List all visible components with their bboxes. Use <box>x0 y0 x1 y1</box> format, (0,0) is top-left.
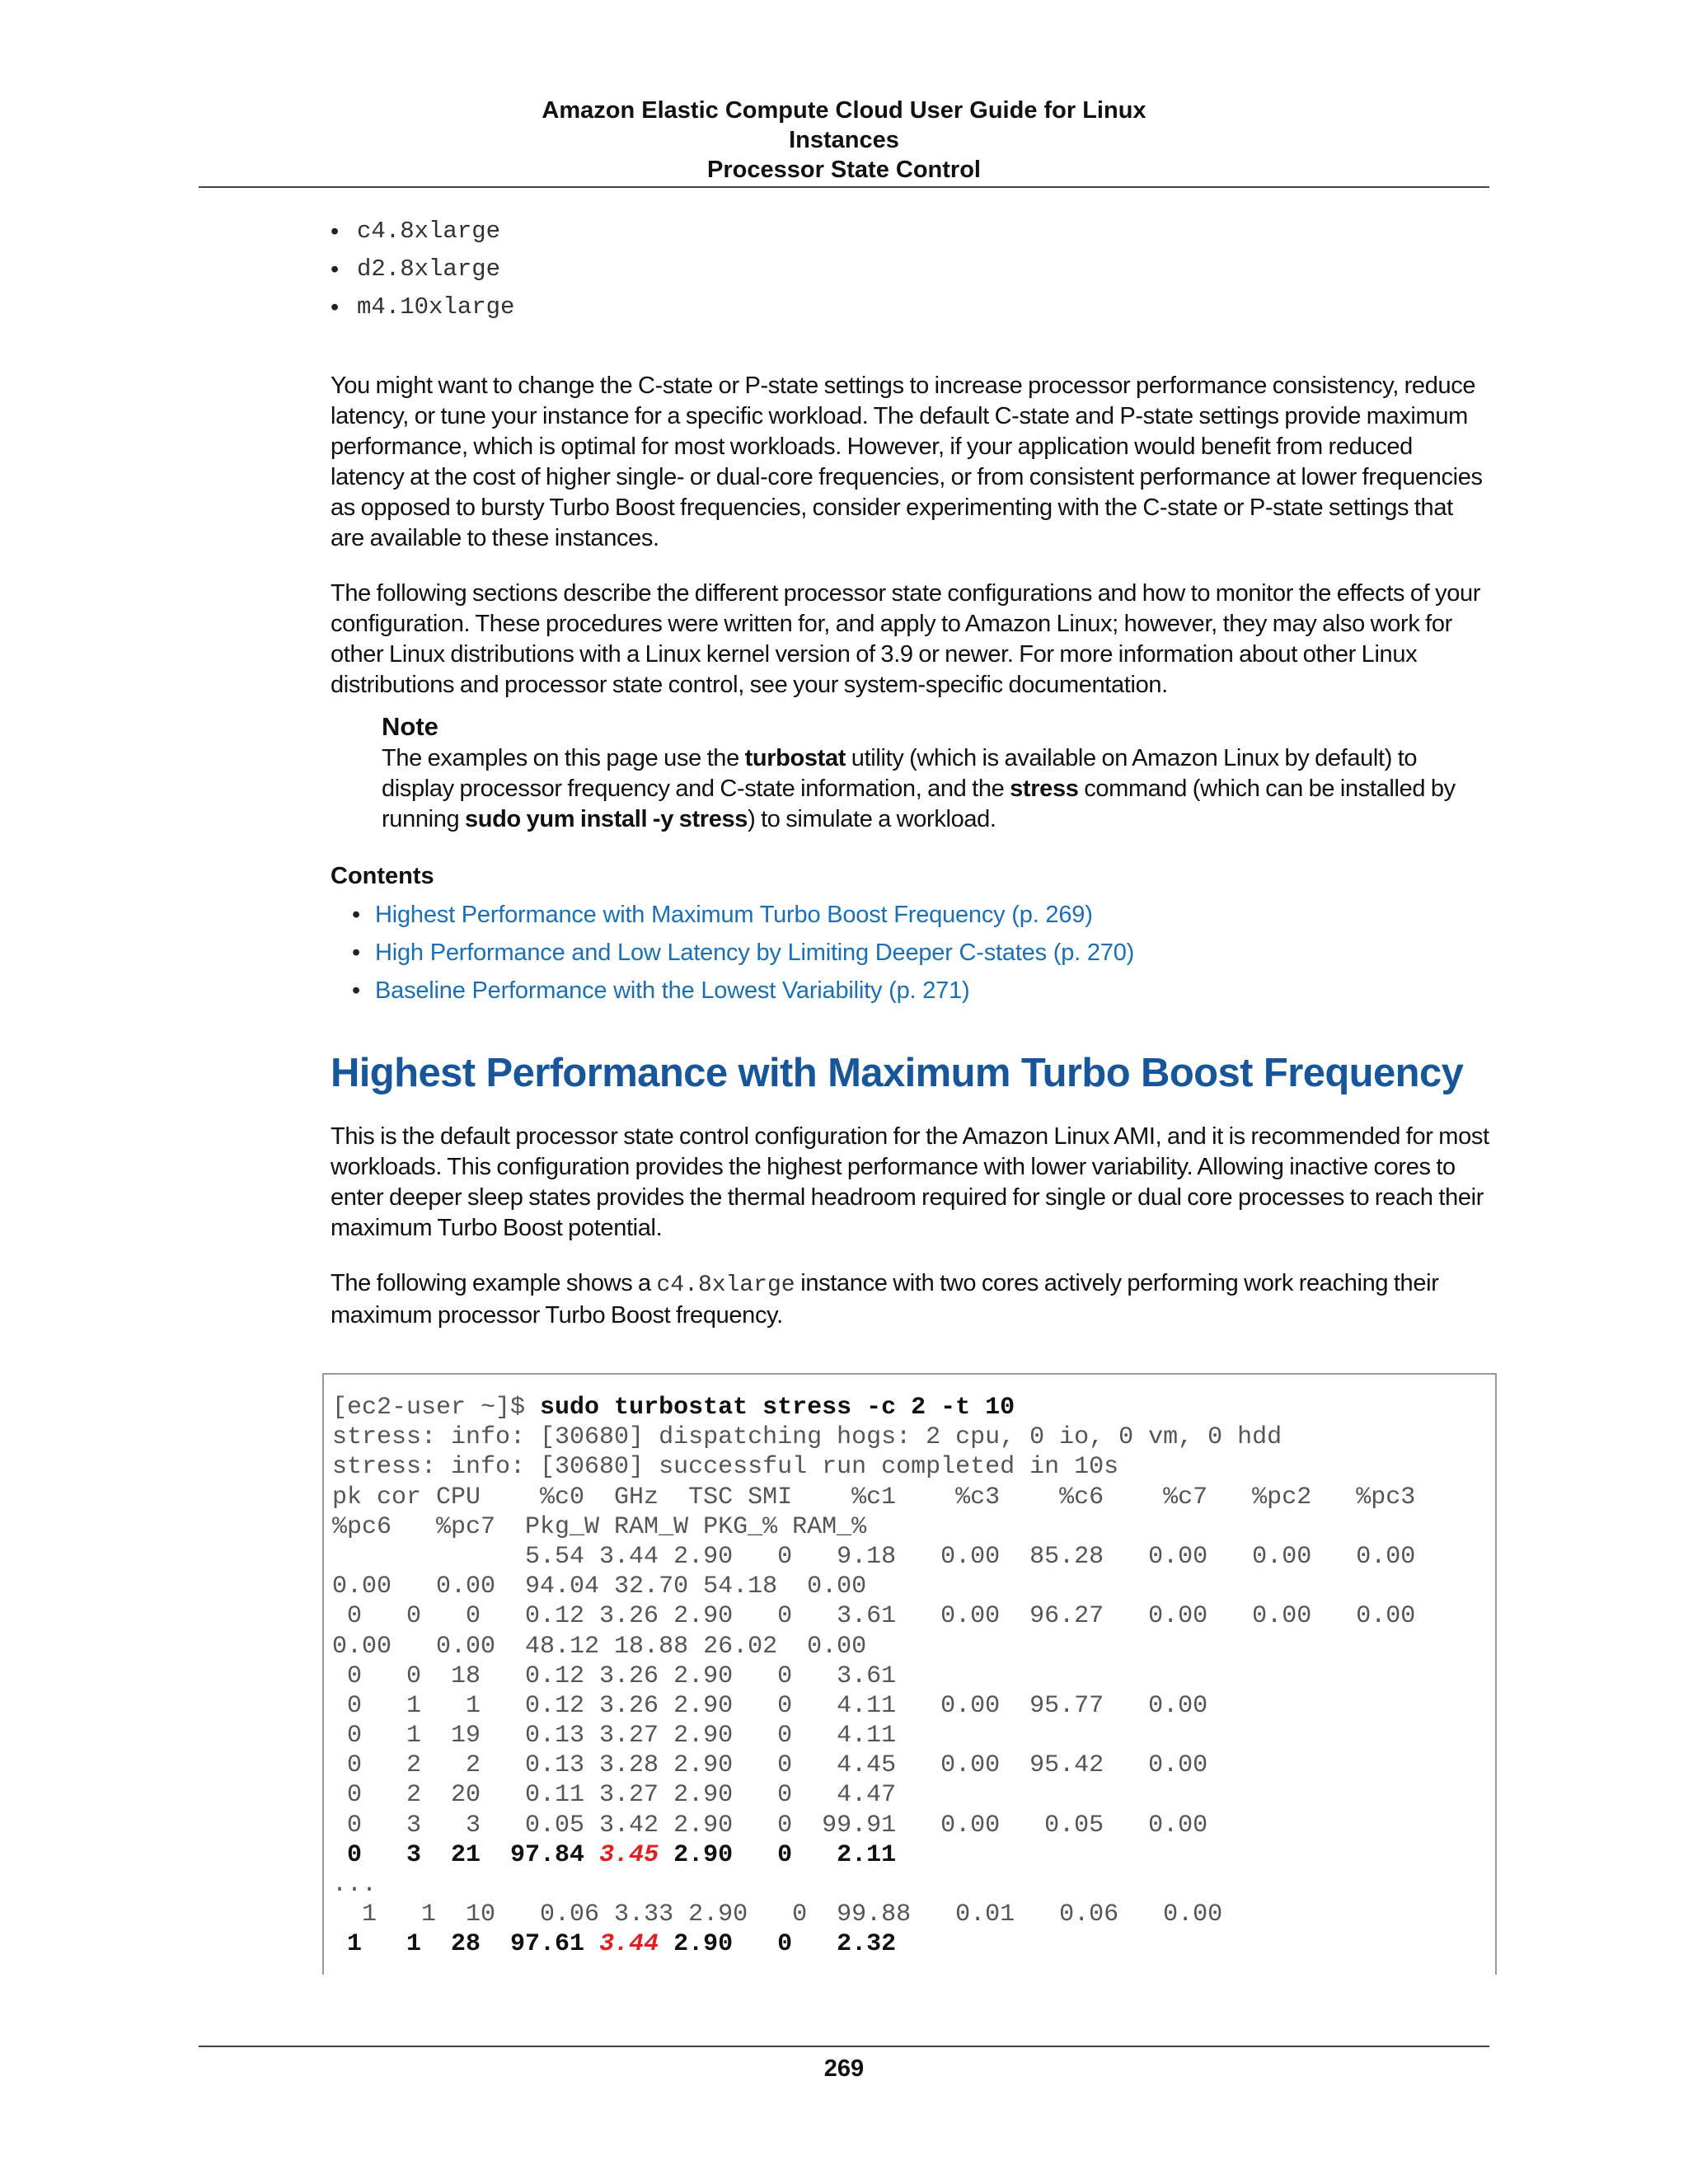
contents-list <box>331 896 1489 1010</box>
code-command-line <box>332 1393 1495 1422</box>
toc-link-highest-performance[interactable]: Highest Performance with Maximum Turbo Boost Frequency (p. 269) <box>375 902 1093 928</box>
note-text-part: ) to simulate a workload. <box>748 806 996 832</box>
shell-command: sudo turbostat stress -c 2 -t 10 <box>540 1394 1015 1422</box>
code-line: 5.54 3.44 2.90 0 9.18 0.00 85.28 0.00 0.00 0.00 <box>332 1542 1416 1571</box>
toc-link-baseline-performance[interactable]: Baseline Performance with the Lowest Variability (p. 271) <box>375 977 970 1004</box>
footer-divider <box>199 2046 1489 2047</box>
code-line-highlight <box>332 1929 1495 1959</box>
code-line: stress: info: [30680] dispatching hogs: 2 cpu, 0 io, 0 vm, 0 hdd <box>332 1423 1282 1452</box>
main-content <box>331 213 1489 1331</box>
contents-heading: Contents <box>331 863 434 889</box>
code-line: %pc6 %pc7 Pkg_W RAM_W PKG_% RAM_% <box>332 1512 867 1541</box>
section-heading: Highest Performance with Maximum Turbo Boost Frequency <box>331 1051 1464 1095</box>
stress-term: stress <box>1010 776 1079 802</box>
turbo-frequency-value: 3.45 <box>599 1840 659 1869</box>
toc-link-low-latency[interactable]: High Performance and Low Latency by Limiting Deeper C-states (p. 270) <box>375 940 1135 966</box>
code-line: 1 1 10 0.06 3.33 2.90 0 99.88 0.01 0.06 0.00 <box>332 1900 1223 1929</box>
code-segment: 1 1 28 97.61 <box>332 1930 600 1959</box>
code-line: 0 2 20 0.11 3.27 2.90 0 4.47 <box>332 1781 897 1810</box>
code-line-highlight <box>332 1840 1495 1870</box>
code-line: 0 0 18 0.12 3.26 2.90 0 3.61 <box>332 1661 897 1690</box>
contents-item <box>352 896 1489 934</box>
code-segment: 2.90 0 2.32 <box>659 1930 897 1959</box>
header-section: Processor State Control <box>707 157 981 183</box>
code-segment: 2.90 0 2.11 <box>659 1840 897 1869</box>
sections-paragraph: The following sections describe the different processor state configurations and how to monitor the effects of your configuration. These procedures were written for, and apply to Amazon Linux; however, they may also work for other Linux distributions with a Linux kernel version of 3.9 or newer. For more information about other Linux distributions and processor state control, see your system-specific documentation. <box>331 580 1481 698</box>
example-text-part: The following example shows a <box>331 1270 657 1296</box>
code-line: 0 1 19 0.13 3.27 2.90 0 4.11 <box>332 1722 897 1750</box>
code-line: 0.00 0.00 94.04 32.70 54.18 0.00 <box>332 1572 867 1601</box>
shell-prompt: [ec2-user ~]$ <box>332 1394 541 1422</box>
header-divider <box>199 186 1489 188</box>
code-line: stress: info: [30680] successful run completed in 10s <box>332 1453 1119 1482</box>
install-command: sudo yum install -y stress <box>465 806 748 832</box>
contents-item <box>352 972 1489 1010</box>
section-paragraph: This is the default processor state control configuration for the Amazon Linux AMI, and it is recommended for most workloads. This configuration provides the highest performance with lower variability. Allowing inactive cores to enter deeper sleep states provides the thermal headroom required for single or dual core processes to reach their maximum Turbo Boost potential. <box>331 1123 1489 1241</box>
list-item: • d2.8xlarge <box>331 251 1489 288</box>
code-line: 0 3 3 0.05 3.42 2.90 0 99.91 0.00 0.05 0.00 <box>332 1811 1208 1840</box>
intro-paragraph: You might want to change the C-state or P-state settings to increase processor performance consistency, reduce latency, or tune your instance for a specific workload. The default C-state and P-state settings provide maximum performance, which is optimal for most workloads. However, if your application would benefit from reduced latency at the cost of higher single- or dual-core frequencies, or from consistent performance at lower frequencies as opposed to bursty Turbo Boost frequencies, consider experimenting with the C-state or P-state settings that are available to these instances. <box>331 373 1483 551</box>
code-segment: 0 3 21 97.84 <box>332 1840 600 1869</box>
list-item: • c4.8xlarge <box>331 213 1489 251</box>
example-paragraph <box>331 1268 1489 1331</box>
turbostat-term: turbostat <box>744 745 846 771</box>
code-line: 0.00 0.00 48.12 18.88 26.02 0.00 <box>332 1632 867 1661</box>
inline-code-instance: c4.8xlarge <box>656 1272 795 1298</box>
note-text-part: utility (which is available on Amazon Linux by default) to display processor frequency and C-state information, and the <box>382 745 1418 802</box>
code-line: 0 2 2 0.13 3.28 2.90 0 4.45 0.00 95.42 0.00 <box>332 1751 1208 1780</box>
example-text-part: instance with two cores actively performing work reaching their maximum processor Turbo Boost frequency. <box>331 1270 1439 1329</box>
code-line: 0 0 0 0.12 3.26 2.90 0 3.61 0.00 96.27 0.00 0.00 0.00 <box>332 1602 1416 1631</box>
contents-item <box>352 934 1489 972</box>
turbo-frequency-value: 3.44 <box>599 1930 659 1959</box>
page-number: 269 <box>823 2055 865 2082</box>
code-line: pk cor CPU %c0 GHz TSC SMI %c1 %c3 %c6 %c7 %pc2 %pc3 <box>332 1483 1416 1511</box>
code-block <box>322 1373 1497 1975</box>
header-guide-title: Amazon Elastic Compute Cloud User Guide for Linux <box>542 97 1146 124</box>
note-text <box>382 743 1489 835</box>
code-ellipsis: ... <box>332 1871 377 1899</box>
code-line: 0 1 1 0.12 3.26 2.90 0 4.11 0.00 95.77 0.00 <box>332 1691 1208 1720</box>
running-header <box>199 96 1489 185</box>
note-title: Note <box>382 712 438 741</box>
note-text-part: command (which can be installed by running <box>382 776 1456 832</box>
list-item: • m4.10xlarge <box>331 288 1489 326</box>
note-box <box>382 710 1489 835</box>
instance-type-list <box>331 213 1489 326</box>
note-text-part: The examples on this page use the <box>382 745 745 771</box>
header-chapter: Instances <box>789 127 899 153</box>
